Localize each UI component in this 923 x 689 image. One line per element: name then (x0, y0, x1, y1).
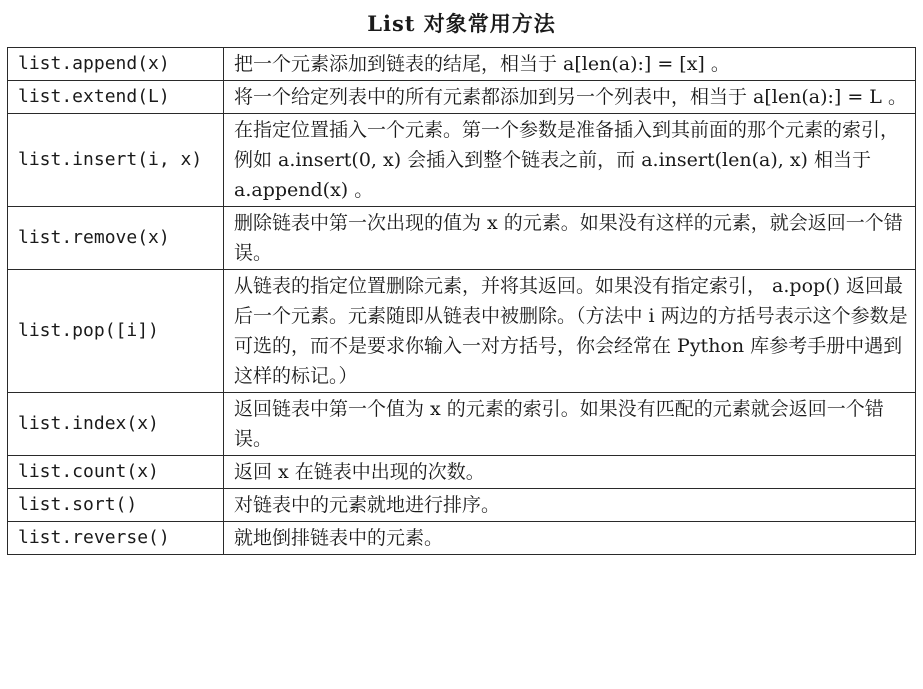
table-row (8, 207, 916, 270)
list-methods-table (7, 47, 916, 555)
method-description: 返回链表中第一个值为 x 的元素的索引。如果没有匹配的元素就会返回一个错误。 (224, 393, 916, 456)
table-row (8, 114, 916, 207)
table-row (8, 456, 916, 489)
method-name: list.reverse() (8, 522, 224, 555)
method-name: list.remove(x) (8, 207, 224, 270)
method-name: list.extend(L) (8, 81, 224, 114)
table-row (8, 48, 916, 81)
table-row (8, 81, 916, 114)
method-name: list.sort() (8, 489, 224, 522)
method-description: 返回 x 在链表中出现的次数。 (224, 456, 916, 489)
method-name: list.index(x) (8, 393, 224, 456)
method-name: list.count(x) (8, 456, 224, 489)
table-title: List 对象常用方法 (367, 11, 556, 36)
table-row (8, 393, 916, 456)
method-name: list.pop([i]) (8, 270, 224, 393)
table-row (8, 270, 916, 393)
method-description: 将一个给定列表中的所有元素都添加到另一个列表中，相当于 a[len(a):] = L 。 (224, 81, 916, 114)
method-description: 对链表中的元素就地进行排序。 (224, 489, 916, 522)
method-name: list.append(x) (8, 48, 224, 81)
method-description: 在指定位置插入一个元素。第一个参数是准备插入到其前面的那个元素的索引，例如 a.insert(0, x) 会插入到整个链表之前，而 a.insert(len(a), x) 相当于 a.append(x) 。 (224, 114, 916, 207)
method-description: 把一个元素添加到链表的结尾，相当于 a[len(a):] = [x] 。 (224, 48, 916, 81)
table-row (8, 489, 916, 522)
method-description: 从链表的指定位置删除元素，并将其返回。如果没有指定索引， a.pop() 返回最后一个元素。元素随即从链表中被删除。（方法中 i 两边的方括号表示这个参数是可选的，而不是要求你输入一对方括号，你会经常在 Python 库参考手册中遇到这样的标记。） (224, 270, 916, 393)
method-name: list.insert(i, x) (8, 114, 224, 207)
method-description: 删除链表中第一次出现的值为 x 的元素。如果没有这样的元素，就会返回一个错误。 (224, 207, 916, 270)
method-description: 就地倒排链表中的元素。 (224, 522, 916, 555)
table-row (8, 522, 916, 555)
